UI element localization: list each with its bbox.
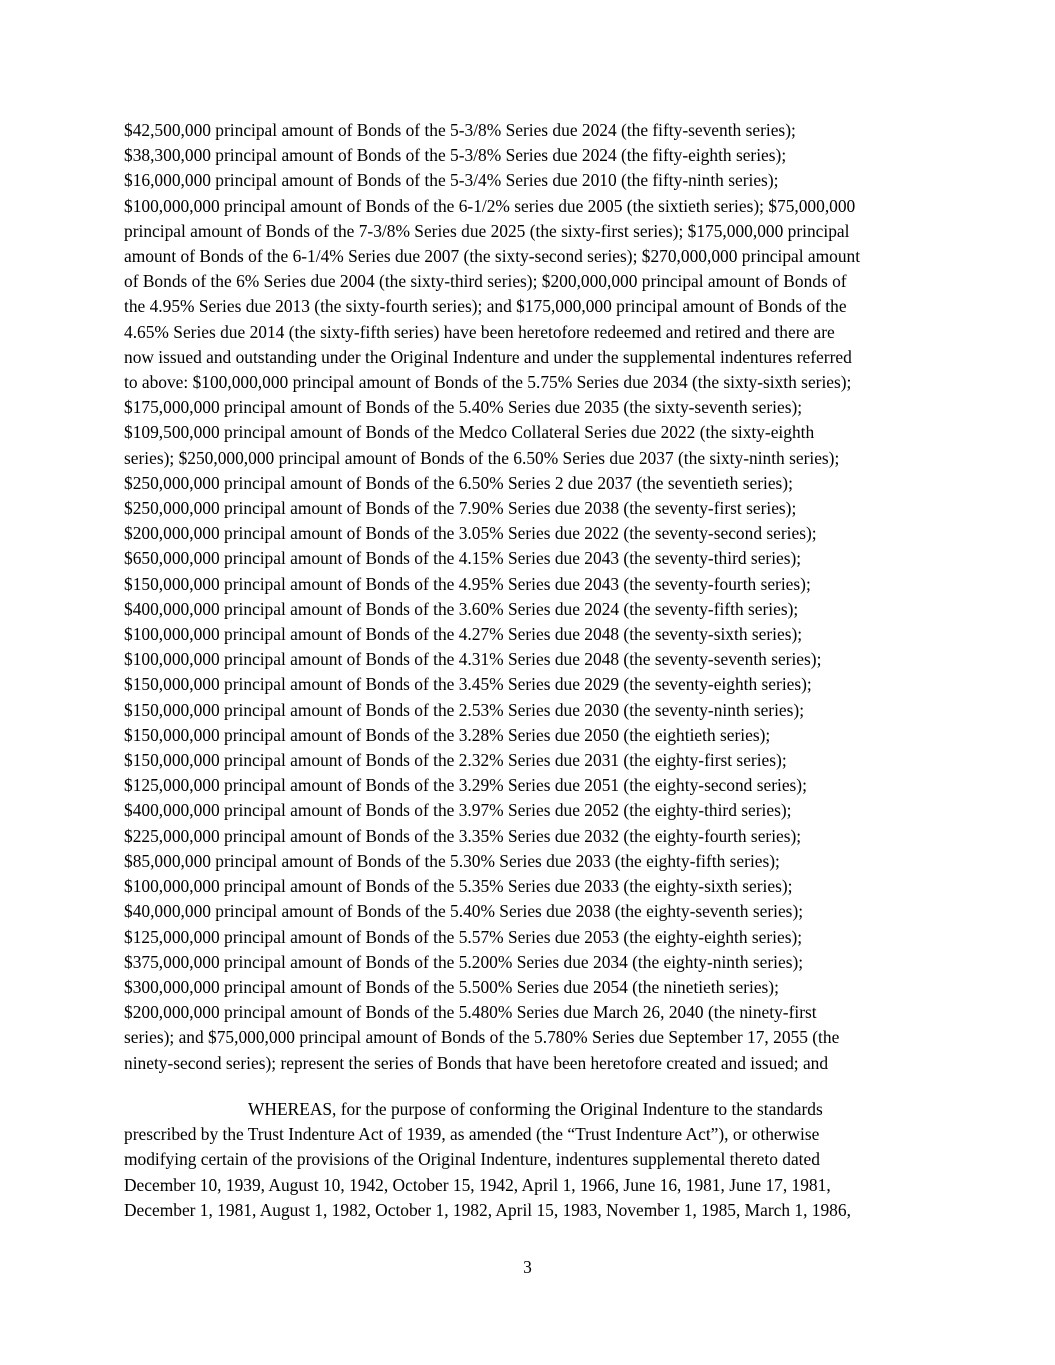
page-number: 3: [523, 1257, 532, 1277]
text-line: $400,000,000 principal amount of Bonds of the 3.60% Series due 2024 (the seventy-fifth series);: [124, 598, 799, 619]
text-line: to above: $100,000,000 principal amount of Bonds of the 5.75% Series due 2034 (the sixty-sixth series);: [124, 372, 852, 393]
text-line: ninety-second series); represent the series of Bonds that have been heretofore created and issued; and: [124, 1052, 829, 1073]
text-line: $100,000,000 principal amount of Bonds of the 5.35% Series due 2033 (the eighty-sixth series);: [124, 876, 793, 897]
text-line: series); and $75,000,000 principal amount of Bonds of the 5.780% Series due September 17, 2055 (the: [124, 1027, 840, 1048]
text-line: amount of Bonds of the 6-1/4% Series due 2007 (the sixty-second series); $270,000,000 principal amount: [124, 246, 861, 267]
text-line: $150,000,000 principal amount of Bonds of the 4.95% Series due 2043 (the seventy-fourth series);: [124, 573, 811, 594]
text-line: December 1, 1981, August 1, 1982, October 1, 1982, April 15, 1983, November 1, 1985, March 1, 1986,: [124, 1199, 851, 1220]
text-line: $375,000,000 principal amount of Bonds of the 5.200% Series due 2034 (the eighty-ninth series);: [124, 951, 804, 972]
text-line: $150,000,000 principal amount of Bonds of the 2.53% Series due 2030 (the seventy-ninth series);: [124, 699, 805, 720]
text-line: $125,000,000 principal amount of Bonds of the 3.29% Series due 2051 (the eighty-second series);: [124, 775, 807, 796]
text-line: 4.65% Series due 2014 (the sixty-fifth series) have been heretofore redeemed and retired and there are: [124, 321, 835, 342]
text-line: $225,000,000 principal amount of Bonds of the 3.35% Series due 2032 (the eighty-fourth series);: [124, 825, 802, 846]
text-line: $42,500,000 principal amount of Bonds of the 5-3/8% Series due 2024 (the fifty-seventh series);: [124, 120, 796, 140]
text-line: $85,000,000 principal amount of Bonds of the 5.30% Series due 2033 (the eighty-fifth series);: [124, 850, 780, 871]
text-line: $200,000,000 principal amount of Bonds of the 3.05% Series due 2022 (the seventy-second series);: [124, 523, 817, 544]
text-line: $200,000,000 principal amount of Bonds of the 5.480% Series due March 26, 2040 (the ninety-first: [124, 1002, 817, 1023]
text-line: principal amount of Bonds of the 7-3/8% Series due 2025 (the sixty-first series); $175,000,000 principal: [124, 220, 850, 241]
text-line: modifying certain of the provisions of the Original Indenture, indentures supplemental thereto dated: [124, 1149, 820, 1170]
text-line: $100,000,000 principal amount of Bonds of the 4.27% Series due 2048 (the seventy-sixth series);: [124, 624, 803, 645]
whereas-paragraph: [124, 1097, 944, 1223]
text-line: $100,000,000 principal amount of Bonds of the 6-1/2% series due 2005 (the sixtieth series); $75,000,000: [124, 195, 856, 216]
text-line: $16,000,000 principal amount of Bonds of the 5-3/4% Series due 2010 (the fifty-ninth series);: [124, 170, 779, 191]
text-line: December 10, 1939, August 10, 1942, October 15, 1942, April 1, 1966, June 16, 1981, June 17, 1981,: [124, 1174, 831, 1195]
text-line: $250,000,000 principal amount of Bonds of the 6.50% Series 2 due 2037 (the seventieth series);: [124, 472, 793, 493]
bond-series-paragraph: [124, 118, 944, 1076]
text-line: $175,000,000 principal amount of Bonds of the 5.40% Series due 2035 (the sixty-seventh series);: [124, 397, 803, 418]
text-line: series); $250,000,000 principal amount of Bonds of the 6.50% Series due 2037 (the sixty-ninth series);: [124, 447, 840, 468]
text-line: $100,000,000 principal amount of Bonds of the 4.31% Series due 2048 (the seventy-seventh series);: [124, 649, 822, 670]
text-line: $300,000,000 principal amount of Bonds of the 5.500% Series due 2054 (the ninetieth series);: [124, 976, 779, 997]
text-line: $150,000,000 principal amount of Bonds of the 3.45% Series due 2029 (the seventy-eighth series);: [124, 674, 812, 695]
text-line: $150,000,000 principal amount of Bonds of the 3.28% Series due 2050 (the eightieth series);: [124, 724, 771, 745]
text-line: $38,300,000 principal amount of Bonds of the 5-3/8% Series due 2024 (the fifty-eighth series);: [124, 145, 787, 166]
text-line: $109,500,000 principal amount of Bonds of the Medco Collateral Series due 2022 (the sixty-eighth: [124, 422, 815, 443]
text-line: the 4.95% Series due 2013 (the sixty-fourth series); and $175,000,000 principal amount of Bonds of the: [124, 296, 847, 317]
text-line: WHEREAS, for the purpose of conforming the Original Indenture to the standards: [248, 1099, 823, 1119]
text-line: of Bonds of the 6% Series due 2004 (the sixty-third series); $200,000,000 principal amount of Bonds of: [124, 271, 847, 292]
text-line: $250,000,000 principal amount of Bonds of the 7.90% Series due 2038 (the seventy-first series);: [124, 498, 797, 519]
text-line: $150,000,000 principal amount of Bonds of the 2.32% Series due 2031 (the eighty-first series);: [124, 750, 787, 771]
text-line: $650,000,000 principal amount of Bonds of the 4.15% Series due 2043 (the seventy-third series);: [124, 548, 802, 569]
text-line: $40,000,000 principal amount of Bonds of the 5.40% Series due 2038 (the eighty-seventh series);: [124, 901, 804, 922]
text-line: $400,000,000 principal amount of Bonds of the 3.97% Series due 2052 (the eighty-third series);: [124, 800, 792, 821]
text-line: $125,000,000 principal amount of Bonds of the 5.57% Series due 2053 (the eighty-eighth series);: [124, 926, 803, 947]
text-line: now issued and outstanding under the Original Indenture and under the supplemental indentures referred: [124, 346, 852, 367]
text-line: prescribed by the Trust Indenture Act of 1939, as amended (the “Trust Indenture Act”), or otherwise: [124, 1124, 820, 1145]
